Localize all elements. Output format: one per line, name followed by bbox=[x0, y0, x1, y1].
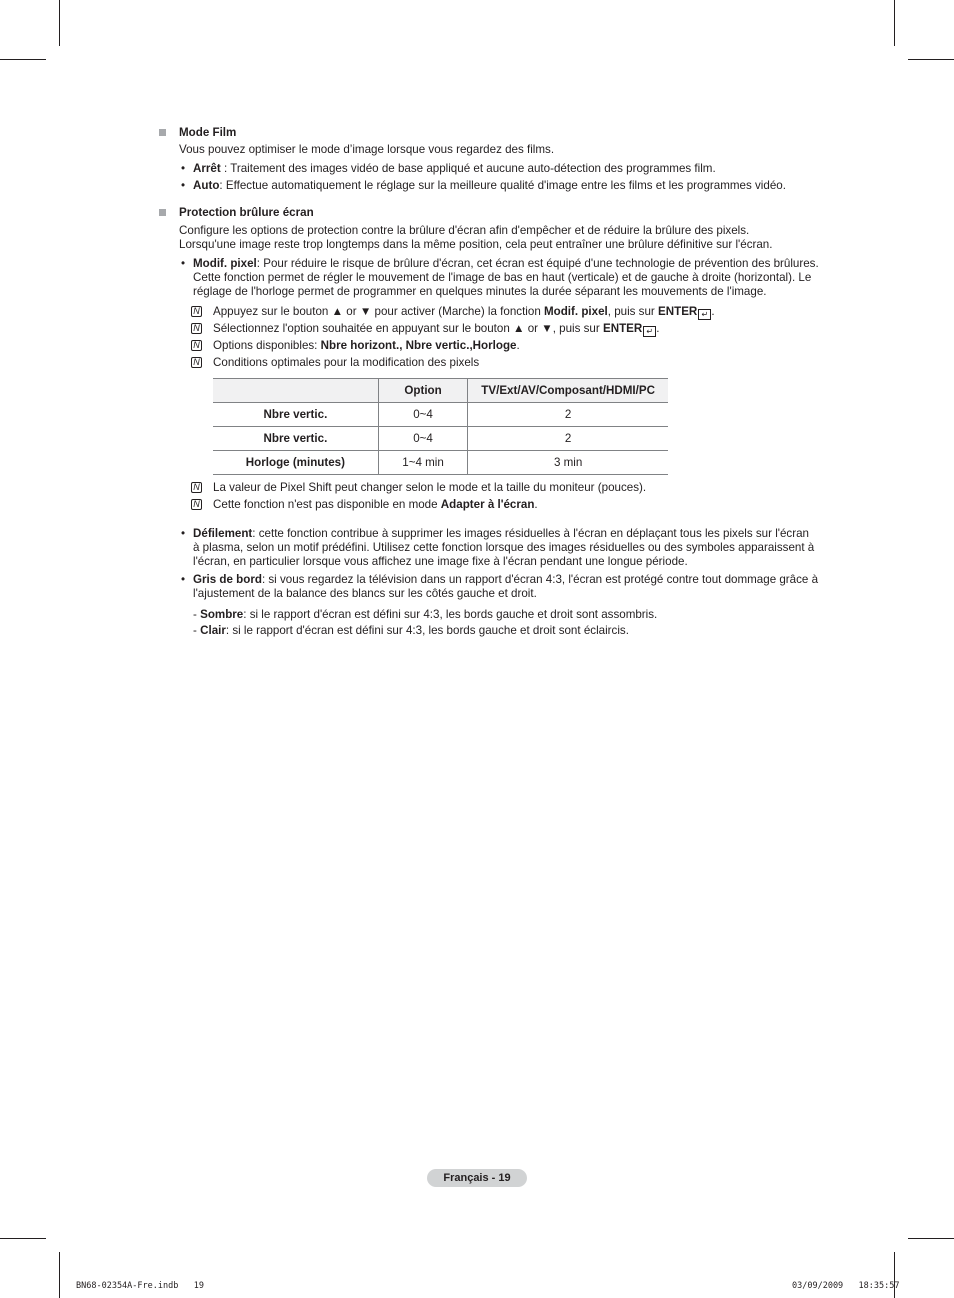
crop-mark bbox=[0, 59, 46, 60]
crop-mark bbox=[908, 1238, 954, 1239]
sub-item-sombre: - Sombre: si le rapport d'écran est défini sur 4:3, les bords gauche et droit sont assombris. bbox=[193, 608, 658, 621]
table-cell: 3 min bbox=[468, 451, 668, 475]
table-cell: Nbre vertic. bbox=[213, 403, 378, 427]
square-bullet-icon bbox=[159, 129, 166, 136]
table-row bbox=[213, 451, 668, 475]
square-bullet-icon bbox=[159, 209, 166, 216]
crop-mark bbox=[908, 59, 954, 60]
sub-item-clair: - Clair: si le rapport d'écran est défini sur 4:3, les bords gauche et droit sont éclaircis. bbox=[193, 624, 629, 637]
note-icon: N bbox=[191, 499, 202, 510]
crop-mark bbox=[894, 0, 895, 46]
table-cell: 2 bbox=[468, 403, 668, 427]
note-icon: N bbox=[191, 323, 202, 334]
enter-icon: ↵ bbox=[643, 326, 656, 337]
enter-icon: ↵ bbox=[698, 309, 711, 320]
mode-film-description: Vous pouvez optimiser le mode d’image lorsque vous regardez des films. bbox=[179, 143, 555, 156]
crop-mark bbox=[59, 1252, 60, 1298]
print-slug-date: 03/09/2009 18:35:57 bbox=[792, 1281, 900, 1291]
table-cell: Nbre vertic. bbox=[213, 427, 378, 451]
page-number-badge: Français - 19 bbox=[427, 1169, 527, 1187]
table-cell: 1~4 min bbox=[378, 451, 467, 475]
table-cell: 2 bbox=[468, 427, 668, 451]
pixel-conditions-table bbox=[213, 378, 668, 475]
table-cell: Horloge (minutes) bbox=[213, 451, 378, 475]
table-row bbox=[213, 403, 668, 427]
table-cell: 0~4 bbox=[378, 403, 467, 427]
table-header-row bbox=[213, 379, 668, 403]
note-icon: N bbox=[191, 482, 202, 493]
crop-mark bbox=[59, 0, 60, 46]
note-icon: N bbox=[191, 357, 202, 368]
protection-description-1: Configure les options de protection contre la brûlure d'écran afin d'empêcher et de réduire la brûlure des pixels. bbox=[179, 224, 750, 237]
protection-description-2: Lorsqu'une image reste trop longtemps dans la même position, cela peut entraîner une brûlure définitive sur l'écran. bbox=[179, 238, 773, 251]
table-header-cell: TV/Ext/AV/Composant/HDMI/PC bbox=[468, 379, 668, 403]
table-row bbox=[213, 427, 668, 451]
print-slug-file: BN68-02354A-Fre.indb 19 bbox=[76, 1281, 204, 1291]
table-cell: 0~4 bbox=[378, 427, 467, 451]
note-icon: N bbox=[191, 340, 202, 351]
table-header-cell bbox=[213, 379, 378, 403]
note-icon: N bbox=[191, 306, 202, 317]
table-header-cell: Option bbox=[378, 379, 467, 403]
crop-mark bbox=[0, 1238, 46, 1239]
